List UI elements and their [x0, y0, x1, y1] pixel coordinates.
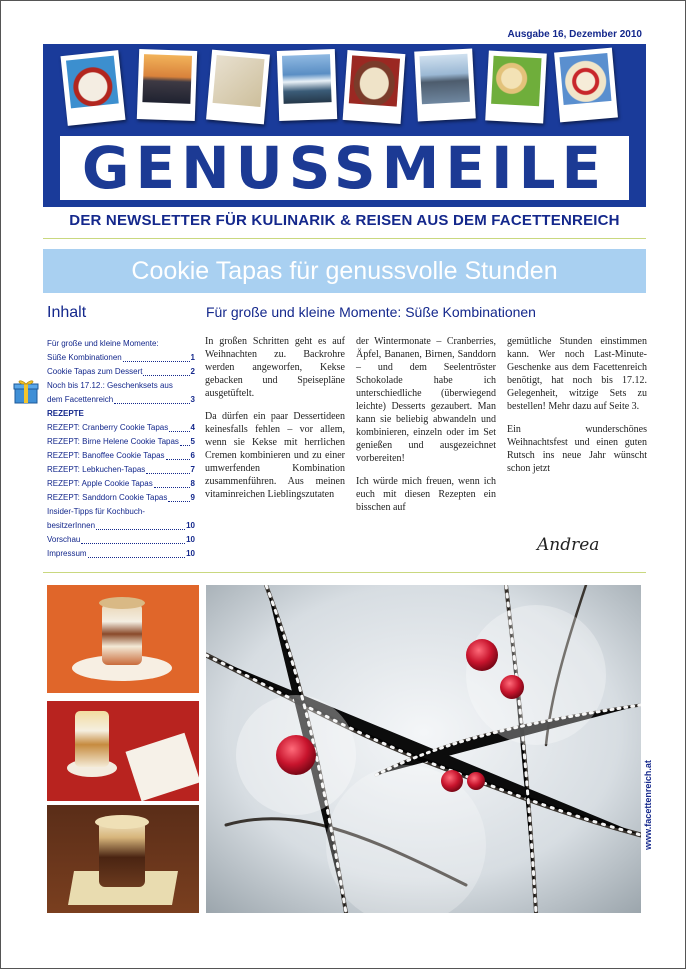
paragraph: Da dürfen ein paar Dessertideen keinesfalls fehlen – vor allem, wenn sie Kekse mit herrlichen Cremen kombinieren und zu einer umwerfenden Kombination zusammenführen. Aus meinen vitaminreichen Lieblingszutaten: [205, 411, 345, 500]
article-heading: Für große und kleine Momente: Süße Kombinationen: [206, 304, 536, 320]
frosted-rosehip-photo: [206, 585, 641, 913]
table-of-contents: [47, 337, 195, 561]
toc-page-number: 1: [190, 353, 195, 362]
signature: Andrea: [537, 535, 600, 555]
issue-label: Ausgabe 16, Dezember 2010: [507, 29, 642, 40]
lake-photo: [414, 49, 476, 122]
toc-leader-dots: [88, 557, 186, 558]
paragraph: Ein wunderschönes Weihnachtsfest und einen guten Rutsch ins neue Jahr wünscht schon jetzt: [507, 424, 647, 474]
toc-item[interactable]: [47, 547, 195, 561]
toc-item-label[interactable]: Noch bis 17.12.: Geschenksets aus: [47, 381, 173, 390]
divider: [43, 572, 646, 573]
toc-item-label: Süße Kombinationen: [47, 353, 122, 362]
toc-item[interactable]: [47, 533, 195, 547]
toc-leader-dots: [169, 431, 189, 432]
pier-photo: [137, 49, 197, 121]
article-column-2: [356, 335, 496, 524]
paragraph: gemütliche Stunden einstimmen kann. Wer noch Last-Minute-Geschenke aus dem Facettenreich benötigt, hat noch bis 17.12. Gelegenheit, witzige Sets zu bestellen! Mehr dazu auf Seite 3.: [507, 336, 647, 412]
website-url[interactable]: www.facettenreich.at: [643, 760, 653, 850]
fruit-tart-photo: [554, 48, 618, 123]
toc-page-number: 10: [186, 535, 195, 544]
spoons-photo: [206, 50, 270, 125]
toc-page-number: 10: [186, 549, 195, 558]
toc-leader-dots: [81, 543, 185, 544]
toc-page-number: 3: [190, 395, 195, 404]
toc-item-label: REZEPT: Sanddorn Cookie Tapas: [47, 493, 168, 502]
toc-item[interactable]: [47, 393, 195, 407]
toc-leader-dots: [180, 445, 190, 446]
toc-item[interactable]: [47, 519, 195, 533]
toc-page-number: 4: [190, 423, 195, 432]
toc-item[interactable]: [47, 449, 195, 463]
toc-item[interactable]: [47, 435, 195, 449]
cookie-tapas-photo-orange: [47, 585, 199, 693]
article-column-1: [205, 335, 345, 511]
toc-item-label: Cookie Tapas zum Dessert: [47, 367, 143, 376]
toc-item-label: REZEPT: Apple Cookie Tapas: [47, 479, 153, 488]
toc-leader-dots: [154, 487, 190, 488]
newsletter-subtitle: DER NEWSLETTER FÜR KULINARIK & REISEN AUS DEM FACETTENREICH: [69, 212, 620, 229]
toc-page-number: 6: [190, 451, 195, 460]
toc-page-number: 9: [190, 493, 195, 502]
article-column-3: [507, 335, 647, 485]
toc-item[interactable]: [47, 421, 195, 435]
toc-item-label: REZEPT: Cranberry Cookie Tapas: [47, 423, 169, 432]
toc-item-label[interactable]: Insider-Tipps für Kochbuch-: [47, 507, 145, 516]
toc-page-number: 10: [186, 521, 195, 530]
toc-leader-dots: [114, 403, 189, 404]
toc-leader-dots: [96, 529, 185, 530]
toc-page-number: 5: [190, 437, 195, 446]
toc-page-number: 7: [190, 465, 195, 474]
waves-photo: [277, 49, 337, 121]
cake-photo: [343, 50, 406, 124]
dessert-photo: [61, 50, 126, 126]
toc-item[interactable]: [47, 463, 195, 477]
toc-item-label[interactable]: Für große und kleine Momente:: [47, 339, 159, 348]
cookie-tapas-photo-red: [47, 701, 199, 801]
pastries-photo: [485, 51, 547, 124]
toc-item-label: REZEPT: Birne Helene Cookie Tapas: [47, 437, 179, 446]
toc-item[interactable]: [47, 365, 195, 379]
headline-text: Cookie Tapas für genussvolle Stunden: [131, 257, 558, 285]
toc-leader-dots: [146, 473, 189, 474]
masthead-title: GENUSSMEILE: [81, 134, 608, 202]
toc-page-number: 8: [190, 479, 195, 488]
toc-page-number: 2: [190, 367, 195, 376]
divider: [43, 238, 646, 239]
toc-item-label: REZEPT: Banoffee Cookie Tapas: [47, 451, 165, 460]
paragraph: der Wintermonate – Cranberries, Äpfel, Bananen, Birnen, Sanddorn – und dem Seelentröster Schokolade habe ich unterschiedliche (überwiegend leichte) Desserts gezaubert. Man kann sie beliebig abwandeln und kombinieren, einzeln oder im Set genießen und ausgezeichnet vorbereiten!: [356, 336, 496, 464]
toc-item[interactable]: [47, 491, 195, 505]
gift-icon: [12, 378, 40, 404]
toc-item-label: besitzerInnen: [47, 521, 96, 530]
paragraph: Ich würde mich freuen, wenn ich euch mit diesen Rezepten ein bisschen auf: [356, 476, 496, 513]
headline-banner: [43, 249, 646, 293]
paragraph: In großen Schritten geht es auf Weihnachten zu. Backrohre werden angeworfen, Kekse gebacken und Speisepläne ausgetüftelt.: [205, 336, 345, 399]
toc-item-label: Impressum: [47, 549, 87, 558]
toc-item[interactable]: [47, 477, 195, 491]
toc-leader-dots: [123, 361, 190, 362]
toc-item-label: Vorschau: [47, 535, 81, 544]
masthead: [43, 44, 646, 207]
toc-leader-dots: [166, 459, 190, 460]
toc-item-label: dem Facettenreich: [47, 395, 114, 404]
masthead-title-band: [60, 136, 629, 200]
cookie-tapas-photo-brown: [47, 805, 199, 913]
toc-section-heading: REZEPTE: [47, 409, 84, 418]
toc-item[interactable]: [47, 351, 195, 365]
toc-leader-dots: [168, 501, 189, 502]
toc-heading: Inhalt: [47, 304, 87, 321]
toc-item-label: REZEPT: Lebkuchen-Tapas: [47, 465, 146, 474]
toc-leader-dots: [143, 375, 189, 376]
